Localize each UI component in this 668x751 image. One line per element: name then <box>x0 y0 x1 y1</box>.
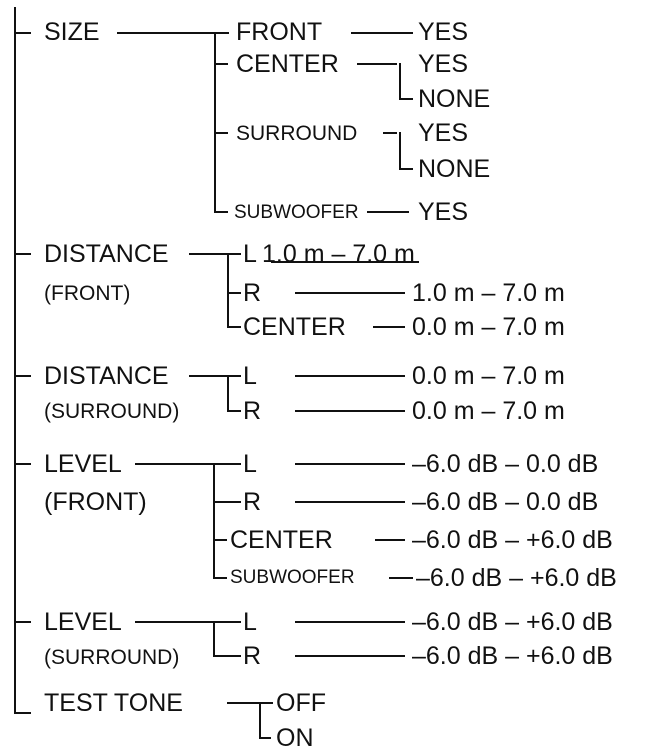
level-surround-r-range: –6.0 dB – +6.0 dB <box>412 642 613 670</box>
level-front-center-range: –6.0 dB – +6.0 dB <box>412 526 613 554</box>
level-front-r-label: R <box>243 488 262 516</box>
size-subwoofer-label: SUBWOOFER <box>234 202 359 223</box>
test-tone-option-off: OFF <box>276 689 326 717</box>
size-surround-option-none: NONE <box>418 155 491 183</box>
distance-surround-r-label: R <box>243 397 262 425</box>
distance-surround-r-range: 0.0 m – 7.0 m <box>412 397 565 425</box>
distance-surround-sublabel: (SURROUND) <box>44 400 180 423</box>
size-label: SIZE <box>44 18 100 46</box>
size-surround-label: SURROUND <box>236 122 358 145</box>
distance-front-l-range: 1.0 m – 7.0 m <box>262 240 415 268</box>
size-subwoofer-option-yes: YES <box>418 198 469 226</box>
level-front-subwoofer-label: SUBWOOFER <box>230 567 355 588</box>
distance-front-center-range: 0.0 m – 7.0 m <box>412 313 565 341</box>
size-front-label: FRONT <box>236 18 323 46</box>
distance-front-label: DISTANCE <box>44 240 169 268</box>
test-tone-label: TEST TONE <box>44 689 183 717</box>
test-tone-option-on: ON <box>276 724 314 751</box>
distance-front-center-label: CENTER <box>243 313 346 341</box>
level-surround-l-label: L <box>243 608 257 636</box>
distance-front-l-label: L <box>243 240 257 268</box>
level-front-r-range: –6.0 dB – 0.0 dB <box>412 488 599 516</box>
level-front-l-range: –6.0 dB – 0.0 dB <box>412 450 599 478</box>
size-center-label: CENTER <box>236 50 339 78</box>
size-center-option-yes: YES <box>418 50 469 78</box>
size-center-option-none: NONE <box>418 85 491 113</box>
distance-front-sublabel: (FRONT) <box>44 282 131 305</box>
level-front-subwoofer-range: –6.0 dB – +6.0 dB <box>416 564 617 592</box>
distance-front-r-range: 1.0 m – 7.0 m <box>412 279 565 307</box>
size-front-option-yes: YES <box>418 18 469 46</box>
level-front-label: LEVEL <box>44 450 122 478</box>
level-surround-l-range: –6.0 dB – +6.0 dB <box>412 608 613 636</box>
level-front-sublabel: (FRONT) <box>44 488 147 516</box>
distance-surround-l-label: L <box>243 362 257 390</box>
level-surround-sublabel: (SURROUND) <box>44 646 180 669</box>
level-surround-r-label: R <box>243 642 262 670</box>
level-front-center-label: CENTER <box>230 526 333 554</box>
distance-front-r-label: R <box>243 279 262 307</box>
level-front-l-label: L <box>243 450 257 478</box>
level-surround-label: LEVEL <box>44 608 122 636</box>
size-surround-option-yes: YES <box>418 119 469 147</box>
distance-surround-label: DISTANCE <box>44 362 169 390</box>
distance-surround-l-range: 0.0 m – 7.0 m <box>412 362 565 390</box>
